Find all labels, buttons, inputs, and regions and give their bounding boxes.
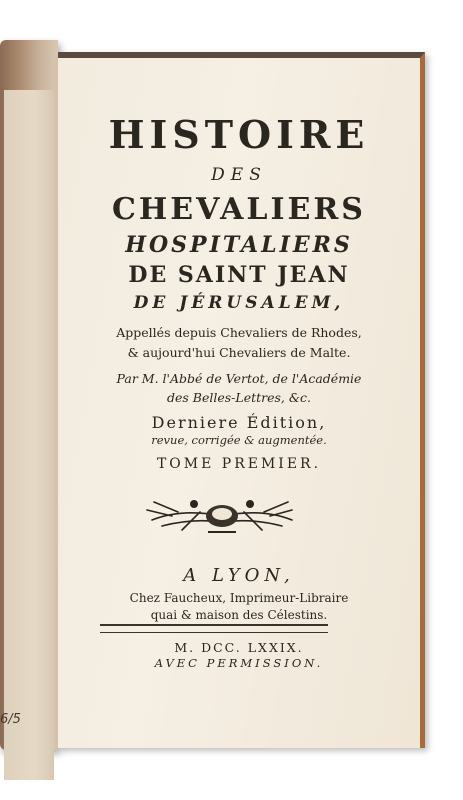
author-line: Par M. l'Abbé de Vertot, de l'Académie: [116, 371, 362, 386]
imprint-address: quai & maison des Célestins.: [150, 608, 328, 622]
title-histoire: HISTOIRE: [108, 112, 370, 157]
edition-note: revue, corrigée & augmentée.: [151, 433, 327, 447]
ornamental-rule: [100, 624, 328, 633]
imprint-permission: AVEC PERMISSION.: [154, 656, 324, 670]
volume-line: TOME PREMIER.: [156, 456, 322, 472]
imprint-printer: Chez Faucheux, Imprimeur-Libraire: [129, 591, 349, 605]
book-cover: [0, 40, 58, 750]
imprint-date: M. DCC. LXXIX.: [174, 640, 304, 655]
subtitle-rhodes: Appellés depuis Chevaliers de Rhodes,: [116, 325, 362, 340]
imprint-city: A LYON,: [183, 565, 295, 586]
subtitle-malte: & aujourd'hui Chevaliers de Malte.: [127, 345, 351, 360]
cover-endpaper: [4, 90, 54, 780]
title-jerusalem: DE JÉRUSALEM,: [133, 293, 345, 313]
title-saint-jean: DE SAINT JEAN: [128, 262, 350, 288]
author-academy: des Belles-Lettres, &c.: [167, 390, 311, 405]
edition-line: Derniere Édition,: [151, 413, 327, 432]
title-des: DES: [211, 165, 267, 185]
pencil-note: 6/5: [0, 712, 21, 727]
title-hospitaliers: HOSPITALIERS: [125, 232, 353, 258]
floral-trophy-vignette-icon: [142, 490, 302, 540]
title-chevaliers: CHEVALIERS: [112, 192, 366, 227]
